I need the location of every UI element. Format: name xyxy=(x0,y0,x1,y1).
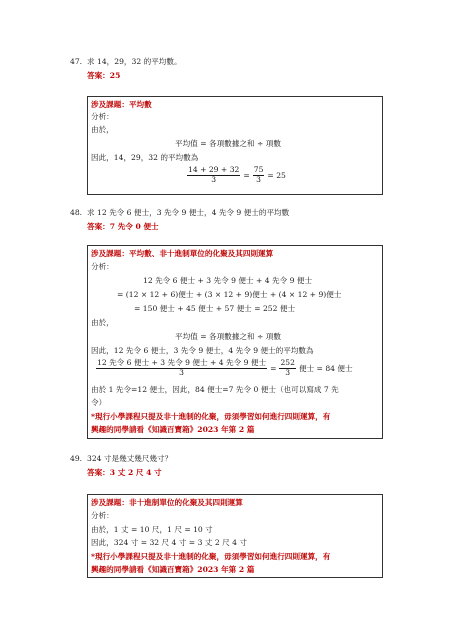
fraction-denominator: 3 xyxy=(285,367,291,377)
fraction-numerator: 12 先令 6 便士 + 3 先令 9 便士 + 4 先令 9 便士 xyxy=(97,358,267,367)
conversion-line-1: 由於 1 先令=12 便士，因此，84 便士=7 先令 0 便士（也可以寫成 7 先 xyxy=(91,385,339,394)
analysis-label: 分析： xyxy=(91,511,114,520)
conversion-line-2: 令） xyxy=(91,398,107,407)
average-calculation xyxy=(95,359,353,377)
fraction-denominator: 3 xyxy=(179,367,184,377)
topic-heading: 涉及課題：平均數 xyxy=(91,100,152,109)
average-formula: 平均值 = 各項數據之和 ÷ 項數 xyxy=(175,139,281,148)
average-calculation xyxy=(186,166,286,184)
curriculum-note-line-2: 興趣的同學請看《知識百寶箱》2023 年第 2 篇 xyxy=(91,565,255,574)
result-value: = 25 xyxy=(267,170,286,180)
analysis-label: 分析： xyxy=(91,112,114,121)
total-fraction xyxy=(253,166,265,184)
question-48-number: 48. xyxy=(70,208,83,217)
sum-line-3: = 150 便士 + 45 便士 + 57 便士 = 252 便士 xyxy=(134,304,296,313)
topic-heading: 涉及課題：平均數、非十進制單位的化聚及其四則運算 xyxy=(91,249,274,258)
fraction-denominator: 3 xyxy=(256,174,261,184)
average-formula: 平均值 = 各項數據之和 ÷ 項數 xyxy=(175,332,281,341)
solution-box-48 xyxy=(87,245,383,439)
result-value: 便士 = 84 便士 xyxy=(298,363,353,373)
sum-fraction xyxy=(96,359,267,377)
answer-47: 答案：25 xyxy=(87,71,121,80)
question-49-number: 49. xyxy=(70,454,83,463)
since-text: 由於， xyxy=(91,318,114,327)
conversion-rule: 由於，1 丈 = 10 尺，1 尺 = 10 寸 xyxy=(91,525,213,534)
answer-49: 答案：3 丈 2 尺 4 寸 xyxy=(87,468,162,477)
sum-line-2: = (12 × 12 + 6)便士 + (3 × 12 + 9)便士 + (4 × 12 + 9)便士 xyxy=(117,290,342,299)
analysis-label: 分析： xyxy=(91,262,114,271)
equals-sign: = xyxy=(243,170,250,180)
topic-heading: 涉及課題：非十進制單位的化聚及其四則運算 xyxy=(91,498,243,507)
sum-fraction xyxy=(187,166,240,184)
solution-box-49 xyxy=(87,494,383,578)
conversion-result: 因此，324 寸 = 32 尺 4 寸 = 3 丈 2 尺 4 寸 xyxy=(91,538,247,547)
sum-line-1: 12 先令 6 便士 + 3 先令 9 便士 + 4 先令 9 便士 xyxy=(143,276,313,285)
fraction-numerator: 252 xyxy=(280,358,295,367)
since-text: 由於， xyxy=(91,125,114,134)
therefore-text: 因此，12 先令 6 便士，3 先令 9 便士，4 先令 9 便士的平均數為 xyxy=(91,346,314,355)
equals-sign: = xyxy=(270,363,277,373)
fraction-denominator: 3 xyxy=(211,174,217,184)
fraction-numerator: 75 xyxy=(253,165,264,174)
fraction-numerator: 14 + 29 + 32 xyxy=(188,165,240,174)
curriculum-note-line-2: 興趣的同學請看《知識百寶箱》2023 年第 2 篇 xyxy=(91,425,255,434)
therefore-text: 因此，14，29，32 的平均數為 xyxy=(91,153,199,162)
answer-48: 答案：7 先令 0 便士 xyxy=(87,222,159,231)
total-fraction xyxy=(279,359,296,377)
question-49-text: 324 寸是幾丈幾尺幾寸？ xyxy=(87,454,173,463)
curriculum-note-line-1: *現行小學課程只提及非十進制的化聚，毋須學習如何進行四則運算，有 xyxy=(91,552,331,561)
question-47-text: 求 14，29，32 的平均數。 xyxy=(87,57,182,66)
curriculum-note-line-1: *現行小學課程只提及非十進制的化聚，毋須學習如何進行四則運算，有 xyxy=(91,412,331,421)
solution-box-47 xyxy=(87,96,383,195)
question-47-number: 47. xyxy=(70,57,83,66)
question-48-text: 求 12 先令 6 便士，3 先令 9 便士，4 先令 9 便士的平均數 xyxy=(87,208,290,217)
